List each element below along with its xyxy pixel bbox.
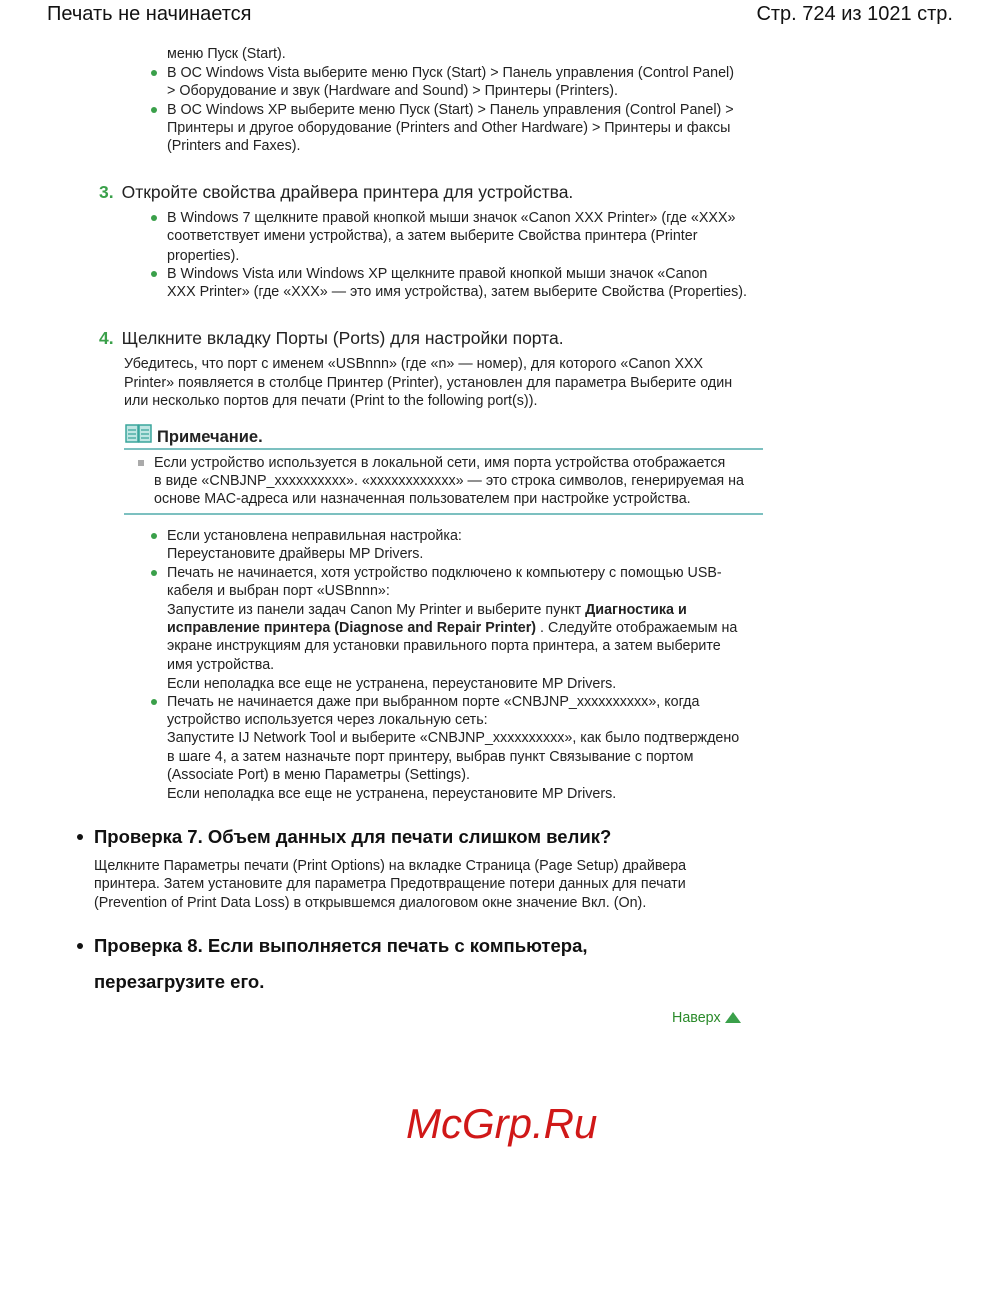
text-line: соответствует имени устройства), а затем выберите Свойства принтера (Printer xyxy=(167,228,698,244)
text-line: В Windows 7 щелкните правой кнопкой мыши значок «Canon XXX Printer» (где «XXX» xyxy=(167,210,736,226)
text-line: Принтеры и другое оборудование (Printers and Other Hardware) > Принтеры и факсы xyxy=(167,120,731,136)
divider xyxy=(124,513,763,515)
bullet xyxy=(151,70,157,76)
text-line: Щелкните Параметры печати (Print Options) на вкладке Страница (Page Setup) драйвера xyxy=(94,858,687,874)
triangle-up-icon xyxy=(725,1011,741,1023)
check-8-heading: Проверка 8. Если выполняется печать с компьютера, xyxy=(94,935,588,956)
text-line: принтера. Затем установите для параметра Предотвращение потери данных для печати xyxy=(94,876,686,892)
page-title: Печать не начинается xyxy=(47,3,252,25)
text-line: properties). xyxy=(167,248,240,264)
text-line: Если неполадка все еще не устранена, переустановите MP Drivers. xyxy=(167,676,617,692)
text-line: Запустите из панели задач Canon My Printer и выберите пункт Диагностика и xyxy=(167,602,687,618)
text-line: Если устройство используется в локальной сети, имя порта устройства отображается xyxy=(154,455,726,471)
text-line: Если неполадка все еще не устранена, переустановите MP Drivers. xyxy=(167,786,617,802)
text-line: Если установлена неправильная настройка: xyxy=(167,528,462,544)
step-4-heading: 4. Щелкните вкладку Порты (Ports) для настройки порта. xyxy=(99,328,564,348)
back-to-top-link[interactable]: Наверх xyxy=(672,1010,741,1026)
text-line: Печать не начинается, хотя устройство подключено к компьютеру с помощью USB- xyxy=(167,565,722,581)
text-line: В ОС Windows XP выберите меню Пуск (Start) > Панель управления (Control Panel) > xyxy=(167,102,734,118)
check-7-heading: Проверка 7. Объем данных для печати слишком велик? xyxy=(94,826,612,847)
text-line: исправление принтера (Diagnose and Repair Printer) . Следуйте отображаемым на xyxy=(167,620,738,636)
bullet xyxy=(151,107,157,113)
text-line: В ОС Windows Vista выберите меню Пуск (Start) > Панель управления (Control Panel) xyxy=(167,65,734,81)
text-line: или несколько портов для печати (Print to the following port(s)). xyxy=(124,393,538,409)
text-line: кабеля и выбран порт «USBnnn»: xyxy=(167,583,390,599)
bullet xyxy=(151,271,157,277)
text-line: Запустите IJ Network Tool и выберите «CNBJNP_xxxxxxxxxx», как было подтверждено xyxy=(167,730,740,746)
divider xyxy=(124,448,763,450)
page-counter: Стр. 724 из 1021 стр. xyxy=(756,3,953,25)
step-3-heading: 3. Откройте свойства драйвера принтера для устройства. xyxy=(99,182,574,202)
text-line: Убедитесь, что порт с именем «USBnnn» (где «n» — номер), для которого «Canon XXX xyxy=(124,356,704,372)
check-8-heading-cont: перезагрузите его. xyxy=(94,971,265,992)
text-line: (Printers and Faxes). xyxy=(167,138,301,154)
text-line: (Associate Port) в меню Параметры (Settings). xyxy=(167,767,470,783)
text-line: > Оборудование и звук (Hardware and Sound) > Принтеры (Printers). xyxy=(167,83,619,99)
text-line: Printer» появляется в столбце Принтер (Printer), установлен для параметра Выберите один xyxy=(124,375,733,391)
bullet xyxy=(151,699,157,705)
bullet xyxy=(151,533,157,539)
text-line: устройство используется через локальную сеть: xyxy=(167,712,488,728)
bullet xyxy=(151,215,157,221)
note-bullet xyxy=(138,460,144,466)
watermark: McGrp.Ru xyxy=(406,1100,598,1147)
text-line: в виде «CNBJNP_xxxxxxxxxx». «xxxxxxxxxxxx» — это строка символов, генерируемая на xyxy=(154,473,744,489)
bullet xyxy=(77,943,83,949)
text-line: в шаге 4, а затем назначьте порт принтеру, выбрав пункт Связывание с портом xyxy=(167,749,694,765)
text-line: экране инструкциям для установки правильного порта принтера, а затем выберите xyxy=(167,638,721,654)
bullet xyxy=(151,570,157,576)
text-line: меню Пуск (Start). xyxy=(167,46,286,62)
text-line: Печать не начинается даже при выбранном порте «CNBJNP_xxxxxxxxxx», когда xyxy=(167,694,700,710)
text-line: В Windows Vista или Windows XP щелкните правой кнопкой мыши значок «Canon xyxy=(167,266,708,282)
text-line: имя устройства. xyxy=(167,657,275,673)
book-icon xyxy=(125,424,153,444)
text-line: (Prevention of Print Data Loss) в открывшемся диалоговом окне значение Вкл. (On). xyxy=(94,895,647,911)
text-line: Переустановите драйверы MP Drivers. xyxy=(167,546,424,562)
text-line: XXX Printer» (где «XXX» — это имя устройства), затем выберите Свойства (Properties). xyxy=(167,284,747,300)
note-title: Примечание. xyxy=(157,428,263,446)
bullet xyxy=(77,834,83,840)
text-line: основе MAC-адреса или назначенная пользователем при настройке устройства. xyxy=(154,491,691,507)
